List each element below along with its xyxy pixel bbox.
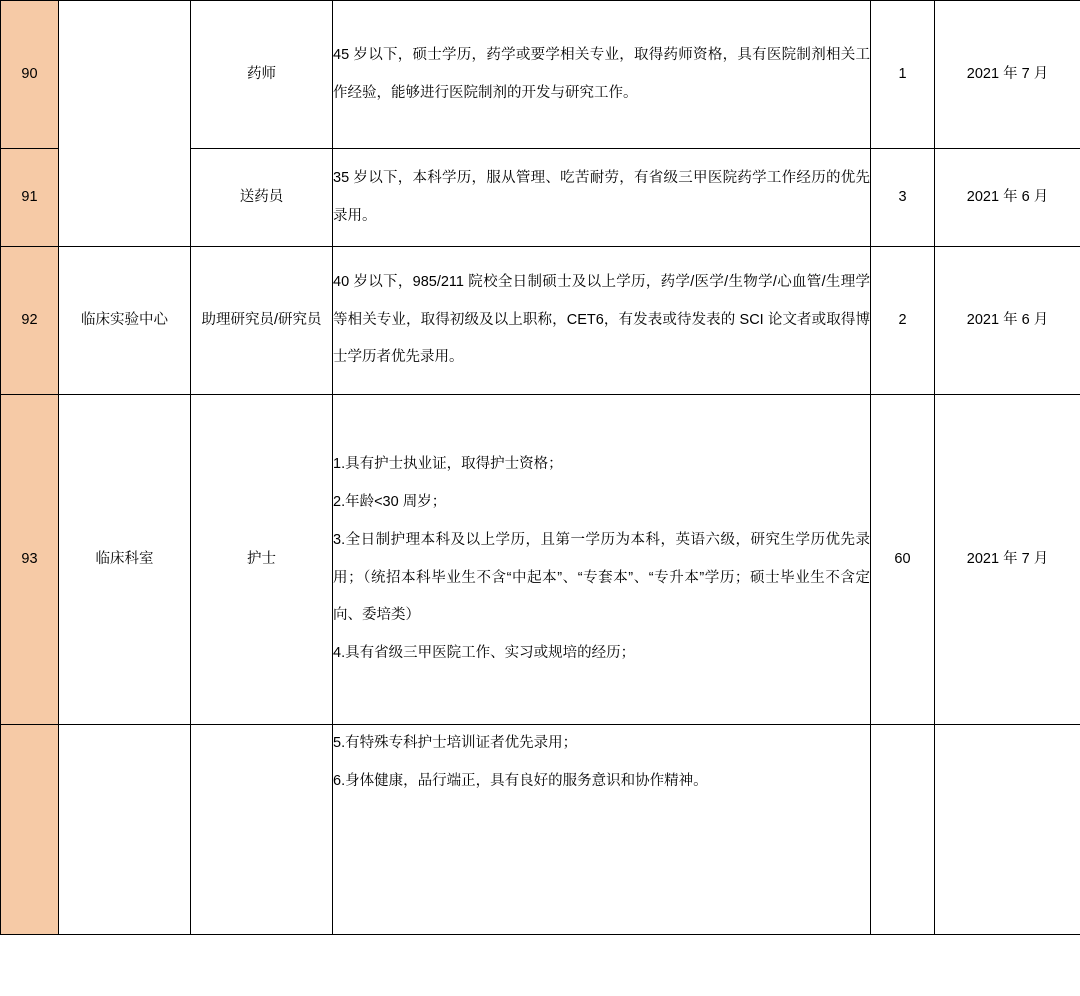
requirement-line: 5.有特殊专科护士培训证者优先录用； xyxy=(333,735,578,751)
department-label: 临床实验中心 xyxy=(81,312,168,329)
requirement-line: 35 岁以下，本科学历，服从管理、吃苦耐劳，有省级三甲医院药学工作经历的优先录用。 xyxy=(333,169,870,224)
table-row xyxy=(1,725,1080,935)
post-cell xyxy=(191,247,333,395)
headcount-cell: 2 xyxy=(871,247,935,395)
deadline-label: 2021 年 6 月 xyxy=(966,312,1049,329)
table-row xyxy=(1,395,1080,725)
requirement-line: 1.具有护士执业证，取得护士资格； xyxy=(333,456,563,473)
department-cell xyxy=(59,725,191,935)
post-label: 送药员 xyxy=(239,189,284,206)
post-cell xyxy=(191,1,333,149)
requirement-line: 6.身体健康，品行端正，具有良好的服务意识和协作精神。 xyxy=(333,772,708,789)
department-label: 临床科室 xyxy=(95,551,154,568)
post-cell xyxy=(191,725,333,935)
department-cell xyxy=(59,395,191,725)
requirement-line: 4.具有省级三甲医院工作、实习或规培的经历； xyxy=(333,644,636,661)
row-number-cell: 93 xyxy=(1,395,59,725)
post-label: 药师 xyxy=(247,66,276,83)
department-cell xyxy=(59,1,191,247)
post-cell xyxy=(191,149,333,247)
post-cell xyxy=(191,395,333,725)
deadline-cell xyxy=(935,725,1080,935)
deadline-cell xyxy=(935,247,1080,395)
requirements-cell xyxy=(333,395,871,725)
headcount-cell: 1 xyxy=(871,1,935,149)
requirements-cell xyxy=(333,1,871,149)
requirement-line: 3.全日制护理本科及以上学历，且第一学历为本科，英语六级，研究生学历优先录用；（统招本科毕业生不含“中起本”、“专套本”、“专升本”学历；硕士毕业生不含定向、委培类） xyxy=(333,531,870,624)
requirement-line: 2.年龄<30 周岁； xyxy=(333,494,447,511)
requirement-line: 40 岁以下，985/211 院校全日制硕士及以上学历，药学/医学/生物学/心血管/生理学等相关专业，取得初级及以上职称，CET6，有发表或待发表的 SCI 论文者或取得博士学历者优先录用。 xyxy=(333,273,870,366)
requirements-cell xyxy=(333,149,871,247)
deadline-cell xyxy=(935,395,1080,725)
headcount-cell: 60 xyxy=(871,395,935,725)
table-row xyxy=(1,1,1080,149)
row-number-cell: 92 xyxy=(1,247,59,395)
row-number-cell: 91 xyxy=(1,149,59,247)
department-cell xyxy=(59,247,191,395)
post-label: 助理研究员/研究员 xyxy=(201,312,322,329)
table-row xyxy=(1,247,1080,395)
row-number-cell: 90 xyxy=(1,1,59,149)
deadline-cell xyxy=(935,149,1080,247)
requirements-cell xyxy=(333,725,871,935)
deadline-cell xyxy=(935,1,1080,149)
deadline-label: 2021 年 6 月 xyxy=(966,189,1049,206)
headcount-cell xyxy=(871,725,935,935)
deadline-label: 2021 年 7 月 xyxy=(966,551,1049,568)
deadline-label: 2021 年 7 月 xyxy=(966,66,1049,83)
headcount-cell: 3 xyxy=(871,149,935,247)
requirements-cell xyxy=(333,247,871,395)
post-label: 护士 xyxy=(247,551,276,568)
requirement-line: 45 岁以下，硕士学历，药学或要学相关专业，取得药师资格，具有医院制剂相关工作经验，能够进行医院制剂的开发与研究工作。 xyxy=(333,46,870,101)
row-number-cell xyxy=(1,725,59,935)
